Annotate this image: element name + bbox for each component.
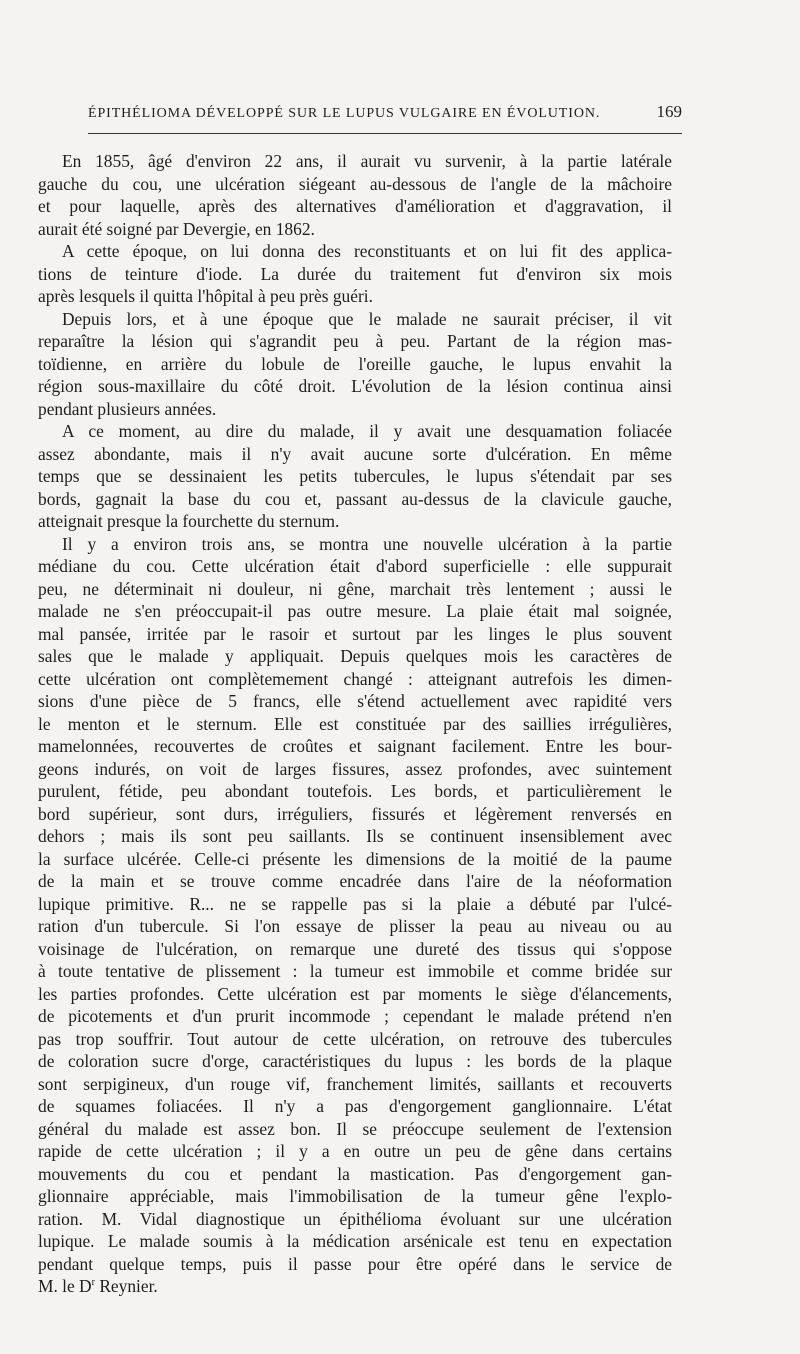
- text-line: reparaître la lésion qui s'agrandit peu à peu. Partant de la région mas-: [38, 331, 672, 351]
- text-line: aurait été soigné par Devergie, en 1862.: [38, 218, 315, 239]
- page-number: 169: [656, 102, 682, 121]
- final-line-suffix: Reynier.: [94, 1276, 158, 1296]
- text-line: après lesquels il quitta l'hôpital à peu près guéri.: [38, 286, 373, 306]
- text-line: de la main et se trouve comme encadrée dans l'aire de la néoformation: [38, 871, 672, 891]
- text-line: gauche du cou, une ulcération siégeant au-dessous de l'angle de la mâchoire: [38, 173, 672, 194]
- body-text: [38, 150, 672, 1298]
- text-line: mouvements du cou et pendant la mastication. Pas d'engorgement gan-: [38, 1163, 672, 1184]
- running-title: ÉPITHÉLIOMA DÉVELOPPÉ SUR LE LUPUS VULGAIRE EN ÉVOLUTION.: [88, 106, 601, 121]
- text-line: temps que se dessinaient les petits tubercules, le lupus s'étendait par ses: [38, 466, 672, 486]
- text-line: A cette époque, on lui donna des reconstituants et on lui fit des applica-: [62, 241, 672, 261]
- text-line: Depuis lors, et à une époque que le malade ne saurait préciser, il vit: [62, 308, 672, 329]
- text-line: assez abondante, mais il n'y avait aucune sorte d'ulcération. En même: [38, 443, 672, 464]
- text-line: et pour laquelle, après des alternatives d'amélioration et d'aggravation, il: [38, 196, 672, 216]
- text-line: le menton et le sternum. Elle est constituée par des saillies irrégulières,: [38, 713, 672, 734]
- text-line-final: [38, 1275, 672, 1298]
- text-line: A ce moment, au dire du malade, il y avait une desquamation foliacée: [62, 421, 672, 441]
- text-line: pas trop souffrir. Tout autour de cette ulcération, on retrouve des tubercules: [38, 1028, 672, 1049]
- doctor-abbrev-sup: r: [91, 1277, 95, 1289]
- page-header: [88, 102, 682, 122]
- text-line: de squames foliacées. Il n'y a pas d'engorgement ganglionnaire. L'état: [38, 1096, 672, 1116]
- text-line: atteignait presque la fourchette du sternum.: [38, 511, 340, 531]
- text-line: peu, ne déterminait ni douleur, ni gêne, marchait très lentement ; aussi le: [38, 578, 672, 599]
- text-line: général du malade est assez bon. Il se préoccupe seulement de l'extension: [38, 1118, 672, 1139]
- text-line: purulent, fétide, peu abondant toutefois. Les bords, et particulièrement le: [38, 781, 672, 801]
- text-line: dehors ; mais ils sont peu saillants. Ils se continuent insensiblement avec: [38, 826, 672, 846]
- text-line: de coloration sucre d'orge, caractéristiques du lupus : les bords de la plaque: [38, 1051, 672, 1071]
- text-line: tions de teinture d'iode. La durée du traitement fut d'environ six mois: [38, 263, 672, 284]
- text-line: ration. M. Vidal diagnostique un épithélioma évoluant sur une ulcération: [38, 1208, 672, 1229]
- text-line: voisinage de l'ulcération, on remarque une dureté des tissus qui s'oppose: [38, 938, 672, 959]
- text-line: cette ulcération ont complètemement changé : atteignant autrefois les dimen-: [38, 668, 672, 689]
- text-line: lupique primitive. R... ne se rappelle pas si la plaie a débuté par l'ulcé-: [38, 893, 672, 914]
- text-line: à toute tentative de plissement : la tumeur est immobile et comme bridée sur: [38, 961, 672, 981]
- text-line: bord supérieur, sont durs, irréguliers, fissurés et légèrement renversés en: [38, 803, 672, 824]
- text-line: sales que le malade y appliquait. Depuis quelques mois les caractères de: [38, 646, 672, 666]
- text-line: Il y a environ trois ans, se montra une nouvelle ulcération à la partie: [62, 533, 672, 554]
- text-line: ration d'un tubercule. Si l'on essaye de plisser la peau au niveau ou au: [38, 916, 672, 936]
- text-line: médiane du cou. Cette ulcération était d'abord superficielle : elle suppurait: [38, 556, 672, 576]
- text-line: toïdienne, en arrière du lobule de l'oreille gauche, le lupus envahit la: [38, 353, 672, 374]
- final-line-prefix: M. le D: [38, 1276, 92, 1296]
- text-line: mal pansée, irritée par le rasoir et surtout par les linges le plus souvent: [38, 623, 672, 644]
- header-rule: [88, 133, 682, 134]
- text-line: rapide de cette ulcération ; il y a en outre un peu de gêne dans certains: [38, 1141, 672, 1161]
- text-line: pendant quelque temps, puis il passe pour être opéré dans le service de: [38, 1253, 672, 1274]
- text-line: la surface ulcérée. Celle-ci présente les dimensions de la moitié de la paume: [38, 848, 672, 869]
- text-line: sont serpigineux, d'un rouge vif, franchement limités, saillants et recouverts: [38, 1073, 672, 1094]
- text-line: pendant plusieurs années.: [38, 398, 217, 419]
- text-line: de picotements et d'un prurit incommode ; cependant le malade prétend n'en: [38, 1006, 672, 1026]
- text-line: glionnaire appréciable, mais l'immobilisation de la tumeur gêne l'explo-: [38, 1186, 672, 1206]
- text-line: les parties profondes. Cette ulcération est par moments le siège d'élancements,: [38, 983, 672, 1004]
- text-line: bords, gagnait la base du cou et, passant au-dessus de la clavicule gauche,: [38, 488, 672, 509]
- text-line: geons indurés, on voit de larges fissures, assez profondes, avec suintement: [38, 758, 672, 779]
- text-line: malade ne s'en préoccupait-il pas outre mesure. La plaie était mal soignée,: [38, 601, 672, 621]
- text-line: sions d'une pièce de 5 francs, elle s'étend actuellement avec rapidité vers: [38, 691, 672, 711]
- text-line: région sous-maxillaire du côté droit. L'évolution de la lésion continua ainsi: [38, 376, 672, 396]
- text-line: lupique. Le malade soumis à la médication arsénicale est tenu en expectation: [38, 1231, 672, 1251]
- text-line: En 1855, âgé d'environ 22 ans, il aurait vu survenir, à la partie latérale: [62, 151, 672, 171]
- text-line: mamelonnées, recouvertes de croûtes et saignant facilement. Entre les bour-: [38, 736, 672, 756]
